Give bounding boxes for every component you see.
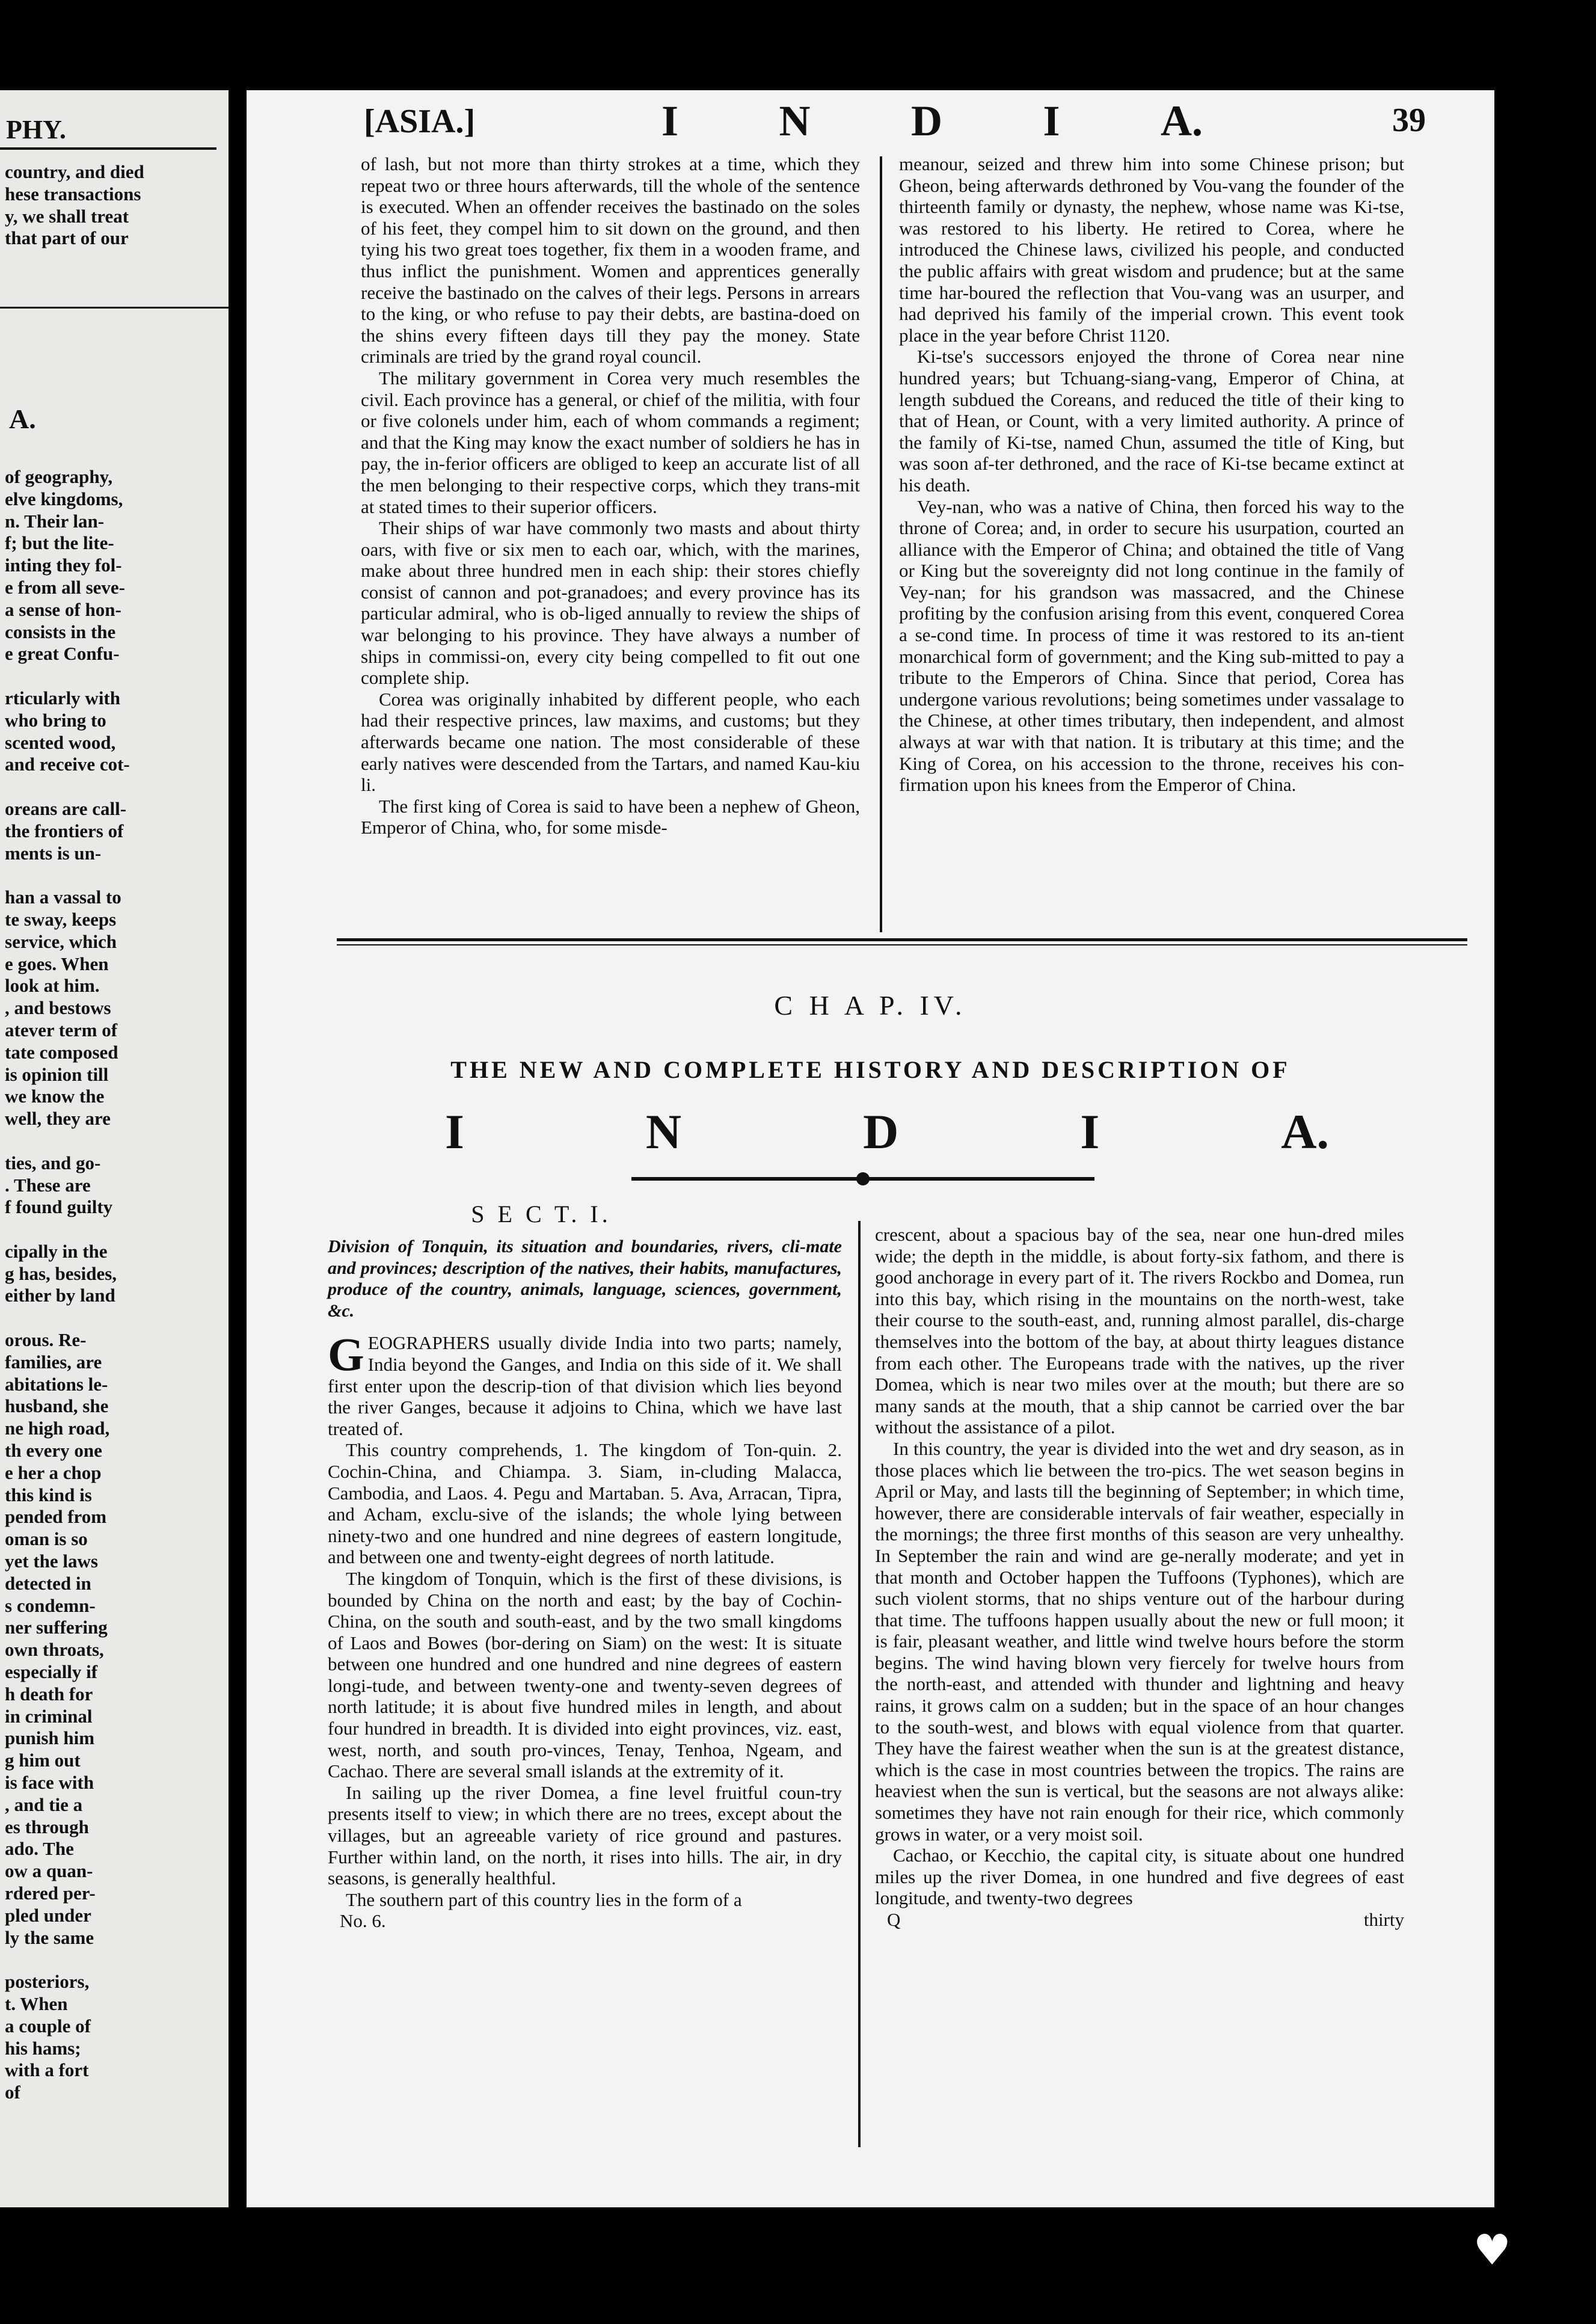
paragraph: The first king of Corea is said to have been a nephew of Gheon, Emperor of China, who, for some misde-: [361, 795, 860, 838]
lower-left-column: [328, 1236, 842, 1932]
prev-page-line: cipally in the: [5, 1240, 108, 1262]
prev-page-line: e her a chop: [5, 1462, 102, 1483]
prev-page-line: families, are: [5, 1351, 102, 1373]
paragraph: Vey-nan, who was a native of China, then forced his way to the throne of Corea; and, in order to secure his usurpation, courted an alliance with the Emperor of China; and obtained the title of Vang or King but the sovereignty did not long continue in the family of Vey-nan; for his grandson was massacred, and the Chinese profiting by the confusion arising from this event, conquered Corea a se-cond time. In process of time it was restored to its an-tient monarchical form of government; and the King sub-mitted to pay a tribute to the Emperors of China. Since that period, Corea has undergone various revolutions; being sometimes under vassalage to the Chinese, at other times tributary, then independent, and almost always at war with that nation. It is tributary at this time; and the King of Corea, on his accession to the throne, receives his con-firmation upon his knees from the Emperor of China.: [899, 496, 1404, 796]
prev-page-line: who bring to: [5, 709, 106, 731]
prev-page-line: [5, 1219, 130, 1241]
page-number: 39: [1392, 102, 1426, 139]
prev-page-line: ly the same: [5, 1926, 94, 1948]
prev-page-line: f found guilty: [5, 1196, 113, 1218]
column-divider: [858, 1221, 861, 2147]
prev-page-line: ments is un-: [5, 842, 102, 864]
prev-page-line: of: [5, 2082, 20, 2103]
chapter-india: [445, 1104, 1329, 1160]
prev-page-line: posteriors,: [5, 1971, 90, 1993]
prev-top-lines: [5, 161, 144, 250]
paragraph: of lash, but not more than thirty strokes at a time, which they repeat two or three hours afterwards, till the whole of the sentence is executed. When an offender receives the bastinado on the soles of his feet, they compel him to sit down on the ground, and then tying his two great toes together, fix them in a wooden frame, and thus inflict the punishment. Women and apprentices generally receive the bastinado on the calves of their legs. Persons in arrears to the king, or who refuse to pay their debts, are bastina-doed on the shins every fifteen days till they pay the money. State criminals are tried by the grand royal council.: [361, 153, 860, 367]
prev-page-line: g has, besides,: [5, 1262, 117, 1284]
prev-page-line: e goes. When: [5, 953, 109, 974]
prev-page-line: a couple of: [5, 2015, 91, 2037]
running-head-title: [661, 96, 1203, 146]
prev-page-line: es through: [5, 1816, 89, 1837]
prev-page-line: n. Their lan-: [5, 510, 105, 532]
column-divider: [880, 156, 882, 932]
paragraph: Ki-tse's successors enjoyed the throne of Corea near nine hundred years; but Tchuang-siang-vang, Emperor of China, at length subdued the Coreans, and reduced the title of their king to that of Hean, or Count, with a very limited authority. A prince of the family of Ki-tse, named Chun, assumed the title of King, but was soon af-ter dethroned, and the race of Ki-tse became extinct at his death.: [899, 346, 1404, 496]
prev-page-line: rdered per-: [5, 1883, 96, 1904]
top-right-column: [899, 153, 1404, 796]
chapter-title: THE NEW AND COMPLETE HISTORY AND DESCRIPTION OF: [450, 1056, 1291, 1083]
prev-page-line: rticularly with: [5, 687, 120, 709]
head-letter: I: [1043, 97, 1060, 145]
prev-page-line: yet the laws: [5, 1551, 98, 1572]
section-summary: Division of Tonquin, its situation and boundaries, rivers, cli-mate and provinces; description of the natives, their habits, manufactures, produce of the country, animals, language, sciences, government, &c.: [328, 1237, 842, 1321]
prev-page-line: orous. Re-: [5, 1329, 87, 1351]
prev-page-line: g him out: [5, 1750, 81, 1771]
prev-page-line: abitations le-: [5, 1373, 108, 1395]
prev-page-line: own throats,: [5, 1639, 104, 1661]
prev-page-line: with a fort: [5, 2059, 89, 2081]
ornament-dot: [856, 1172, 870, 1185]
top-left-column: [361, 153, 860, 838]
prev-page-line: [5, 864, 130, 887]
head-letter: D: [911, 97, 942, 145]
prev-page-line: , and tie a: [5, 1794, 83, 1815]
prev-page-line: [5, 1949, 130, 1971]
prev-page-line: service, which: [5, 930, 117, 952]
prev-page-line: atever term of: [5, 1019, 118, 1041]
section-rule: [337, 938, 1467, 941]
prev-page-line: pended from: [5, 1506, 107, 1528]
book-page: [247, 90, 1494, 2207]
prev-page-line: h death for: [5, 1683, 93, 1705]
prev-rule: [0, 307, 229, 309]
paragraph: crescent, about a spacious bay of the sea, near one hun-dred miles wide; the depth in the middle, is about forty-six fathom, and there is good anchorage in every part of it. The rivers Rockbo and Domea, run into this bay, which rising in the mountains on the north-west, take their course to the south-east, and, running almost parallel, dis-charge themselves into the bottom of the bay, at about thirty leagues distance from each other. The Europeans trade with the natives, up the river Domea, which is near two miles over at the mouth; but there are so many sands at the mouth, that a ship cannot be carried over the bar without the assistance of a pilot.: [875, 1224, 1404, 1438]
paragraph: This country comprehends, 1. The kingdom of Ton-quin. 2. Cochin-China, and Chiampa. 3. Siam, in-cluding Malacca, Cambodia, and Laos. 4. Pegu and Martaban. 5. Ava, Arracan, Tipra, and Acham, exclu-sive of the islands; the whole lying between ninety-two and one hundred and nine degrees of eastern longitude, and between one and twenty-eight degrees of north latitude.: [328, 1439, 842, 1568]
drop-cap: G: [328, 1328, 364, 1381]
prev-page-line: han a vassal to: [5, 887, 121, 908]
prev-page-line: [5, 665, 130, 687]
india-letter: A.: [1281, 1104, 1329, 1159]
section-rule-thin: [337, 944, 1467, 945]
prev-page-line: the frontiers of: [5, 820, 124, 841]
catchword: thirty: [1363, 1909, 1404, 1930]
prev-page-line: this kind is: [5, 1484, 92, 1505]
prev-page-line: is opinion till: [5, 1063, 109, 1085]
prev-letter: A.: [9, 404, 36, 434]
running-head-region: [ASIA.]: [364, 103, 476, 140]
prev-page-line: ties, and go-: [5, 1152, 101, 1173]
prev-page-line: that part of our: [5, 227, 129, 249]
prev-page-line: [5, 776, 130, 798]
head-letter: N: [779, 97, 811, 145]
prev-body-lines: [5, 466, 130, 2104]
prev-page-line: t. When: [5, 1993, 68, 2014]
head-letter: I: [661, 97, 679, 145]
prev-page-line: especially if: [5, 1661, 98, 1683]
prev-page-line: country, and died: [5, 161, 144, 182]
number-mark: No. 6.: [340, 1910, 386, 1932]
prev-page-line: e from all seve-: [5, 576, 125, 598]
prev-page-line: . These are: [5, 1174, 91, 1196]
prev-page-line: detected in: [5, 1572, 91, 1594]
prev-page-line: ow a quan-: [5, 1860, 93, 1882]
heart-mark-icon: ♥: [1473, 2225, 1511, 2275]
india-letter: D: [863, 1104, 899, 1159]
prev-page-line: hese transactions: [5, 183, 141, 204]
prev-page-line: elve kingdoms,: [5, 488, 123, 509]
prev-page-line: , and bestows: [5, 997, 111, 1019]
paragraph: The kingdom of Tonquin, which is the first of these divisions, is bounded by China on the north and east; by the bay of Cochin-China, on the south and south-east, and by the two small kingdoms of Laos and Bowes (bor-dering on Siam) on the west: It is situate between one hundred and one hundred and nine degrees of eastern longi-tude, and between twenty-one and twenty-seven degrees of north latitude; it is about five hundred miles in length, and about four hundred in breadth. It is divided into eight provinces, viz. east, west, north, and south pro-vinces, Tenay, Tenhoa, Ngeam, and Cachao. There are several small islands at the extremity of it.: [328, 1567, 842, 1782]
prev-page-line: [5, 1130, 130, 1152]
prev-page-line: we know the: [5, 1086, 105, 1107]
prev-page-line: oreans are call-: [5, 798, 127, 819]
prev-page-line: punish him: [5, 1727, 95, 1749]
india-letter: I: [1080, 1104, 1100, 1159]
prev-page-line: is face with: [5, 1772, 94, 1794]
prev-page-line: consists in the: [5, 621, 116, 642]
paragraph: In this country, the year is divided into the wet and dry season, as in those places which lie between the tro-pics. The wet season begins in April or May, and lasts till the beginning of September; in which time, however, there are considerable intervals of fair weather, especially in the mornings; the three first months of this season are very unhealthy. In September the rain and wind are ge-nerally moderate; and yet in that month and October happen the Tuffoons (Typhones), which are such violent storms, that no ships venture out of the harbour during that time. The tuffoons happen usually about the new or full moon; it is fair, pleasant weather, and little wind twelve hours before the storm begins. The wind having blown very fiercely for twelve hours from the north-east, and attended with thunder and lightning and heavy rains, it grows calm on a sudden; but in the space of an hour changes to the south-west, and blows with equal violence from that quarter. They have the fairest weather when the sun is at the greatest distance, which is the case in most countries between the tropics. The rains are heaviest when the sun is vertical, but the seasons are not always alike: sometimes they have not rain enough for their rice, which commonly grows in water, or a very moist soil.: [875, 1437, 1404, 1845]
prev-page-line: f; but the lite-: [5, 532, 114, 554]
prev-page-line: s condemn-: [5, 1594, 96, 1616]
prev-page-line: y, we shall treat: [5, 205, 129, 227]
prev-page-line: [5, 1307, 130, 1329]
prev-page-line: th every one: [5, 1440, 102, 1462]
prev-page-line: tate composed: [5, 1041, 118, 1063]
previous-page-strip: [0, 90, 235, 2207]
prev-page-line: oman is so: [5, 1528, 88, 1550]
section-label: S E C T. I.: [471, 1200, 612, 1228]
prev-page-line: e great Confu-: [5, 643, 120, 665]
prev-page-line: ado. The: [5, 1838, 74, 1860]
prev-page-line: either by land: [5, 1285, 115, 1306]
prev-page-line: scented wood,: [5, 731, 116, 753]
paragraph: The southern part of this country lies in the form of a: [346, 1889, 742, 1910]
prev-running-head: PHY.: [6, 115, 66, 144]
lower-right-column: [875, 1224, 1404, 1931]
prev-page-line: ner suffering: [5, 1617, 108, 1638]
chapter-label: C H A P. IV.: [774, 990, 967, 1021]
prev-head-rule: [0, 147, 216, 150]
signature-mark: Q: [887, 1909, 901, 1930]
prev-page-line: of geography,: [5, 466, 113, 487]
paragraph: Cachao, or Kecchio, the capital city, is situate about one hundred miles up the river Domea, in one hundred and five degrees of east longitude, and twenty-two degrees: [875, 1845, 1404, 1909]
paragraph: The military government in Corea very much resembles the civil. Each province has a general, or chief of the militia, with four or five colonels under him, each of whom commands a regiment; and that the King may know the exact number of soldiers he has in pay, the in-ferior officers are obliged to keep an accurate list of all the men belonging to their respective corps, which they trans-mit at stated times to their superior officers.: [361, 367, 860, 517]
india-letter: N: [645, 1104, 682, 1159]
prev-page-line: te sway, keeps: [5, 908, 117, 930]
prev-page-line: look at him.: [5, 975, 100, 997]
paragraph: In sailing up the river Domea, a fine level fruitful coun-try presents itself to view; in which there are no trees, except about the villages, but an agreeable variety of rice ground and pastures. Further within land, on the north, it rises into hills. The air, in dry seasons, is generally healthful.: [328, 1781, 842, 1889]
prev-page-line: ne high road,: [5, 1418, 110, 1439]
prev-page-line: husband, she: [5, 1395, 109, 1417]
prev-page-line: his hams;: [5, 2037, 81, 2059]
prev-page-line: and receive cot-: [5, 754, 130, 775]
prev-page-line: well, they are: [5, 1108, 111, 1130]
paragraph: meanour, seized and threw him into some Chinese prison; but Gheon, being afterwards dethroned by Vou-vang the founder of the thirteenth family or dynasty, the nephew, whose name was Ki-tse, was restored to his liberty. He retired to Corea, where he introduced the Chinese laws, civilized his people, and conducted the public affairs with great wisdom and prudence; but at the same time har-boured the reflection that Vou-vang was an usurper, and had deprived his family of the imperial crown. This event took place in the year before Christ 1120.: [899, 153, 1404, 346]
prev-page-line: a sense of hon-: [5, 598, 121, 620]
india-letter: I: [445, 1104, 464, 1159]
prev-page-line: in criminal: [5, 1705, 93, 1727]
paragraph: EOGRAPHERS usually divide India into two parts; namely, India beyond the Ganges, and India on this side of it. We shall first enter upon the descrip-tion of that division which lies beyond the river Ganges, because it adjoins to China, which we have last treated of.: [328, 1332, 842, 1439]
head-letter: A.: [1161, 97, 1203, 145]
paragraph: Their ships of war have commonly two masts and about thirty oars, with five or six men to each oar, which, with the marines, make about three hundred men in each ship: their stores chiefly consist of cannon and pot-granadoes; and every province has its particular admiral, who is ob-liged annually to review the ships of war belonging to his province. They have always a number of ships in commissi-on, every city being compelled to fit out one complete ship.: [361, 517, 860, 689]
paragraph: Corea was originally inhabited by different people, who each had their respective princes, law maxims, and customs; but they afterwards became one nation. The most considerable of these early natives were descended from the Tartars, and named Kau-kiu li.: [361, 688, 860, 796]
prev-page-line: inting they fol-: [5, 555, 122, 576]
prev-page-line: pled under: [5, 1904, 91, 1926]
